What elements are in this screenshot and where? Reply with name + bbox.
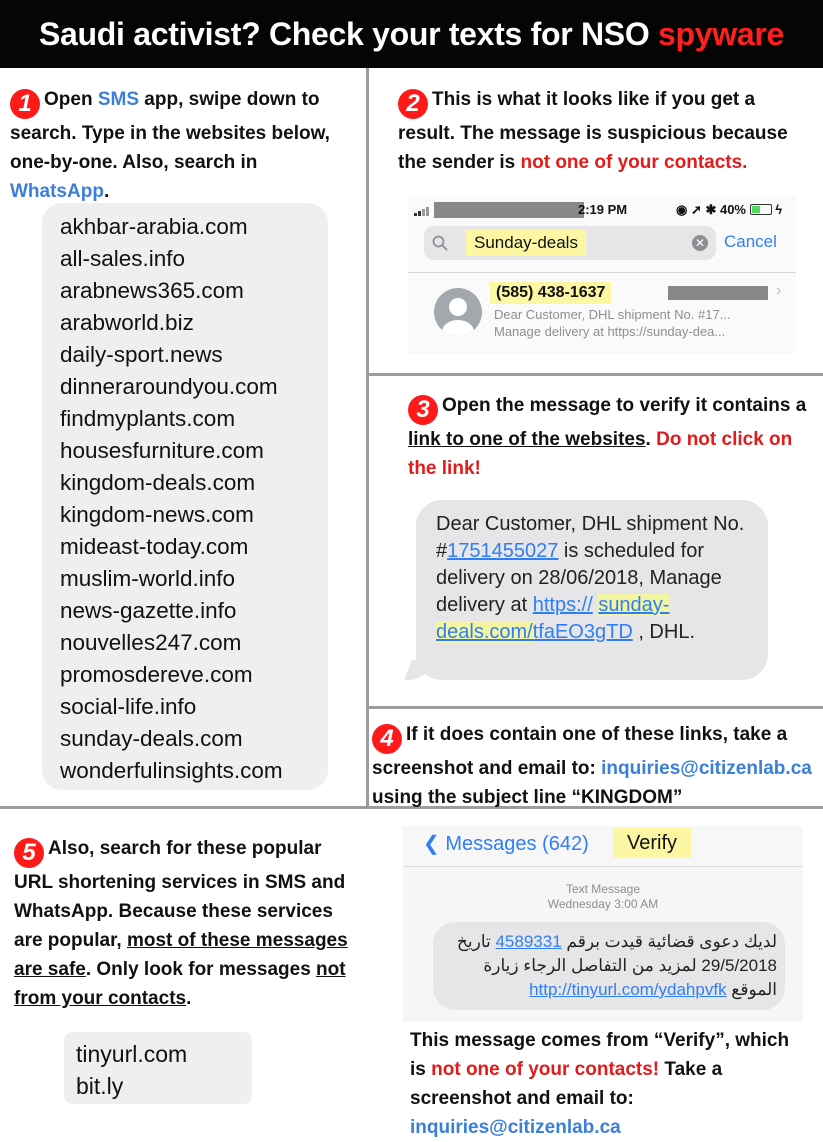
malicious-link-domain[interactable]: sunday-deals.com/ <box>436 594 670 643</box>
divider-step3-4 <box>366 706 823 709</box>
list-item: housesfurniture.com <box>60 438 264 463</box>
list-item: muslim-world.info <box>60 566 236 591</box>
list-item: promosdereve.com <box>60 662 253 687</box>
page-title <box>0 0 823 68</box>
search-value: Sunday-deals <box>466 230 586 256</box>
step3-text: 3 Open the message to verify it contains a link to one of the websites. Do not click on the link! <box>408 395 807 479</box>
list-item: sunday-deals.com <box>60 726 243 751</box>
nav-bar <box>403 826 803 867</box>
sender-number[interactable]: (585) 438-1637 <box>490 282 611 304</box>
step5-text: 5 Also, search for these popular URL shortening services in SMS and WhatsApp. Because these services are popular, most of these messages are safe. Only look for messages not from your contacts. <box>14 838 348 1009</box>
battery-percent: 40% <box>719 202 746 217</box>
divider-step2-3 <box>366 373 823 376</box>
title-main: Saudi activist? Check your texts for NSO <box>39 16 658 52</box>
step2-number-icon: 2 <box>398 89 428 119</box>
shortener-list <box>76 1038 187 1102</box>
malicious-link-path[interactable]: tfaEO3gTD <box>532 621 633 643</box>
redacted-date <box>668 286 768 300</box>
list-item: wonderfulinsights.com <box>60 758 283 783</box>
status-right: ◉ ➚ ✱ 40% ϟ <box>676 202 783 217</box>
list-item: social-life.info <box>60 694 197 719</box>
list-item: findmyplants.com <box>60 406 236 431</box>
redacted-carrier <box>434 202 584 218</box>
message-meta: Text Message Wednesday 3:00 AM <box>547 882 659 911</box>
chevron-left-icon: ❮ <box>423 833 440 855</box>
list-item: bit.ly <box>76 1073 124 1099</box>
chevron-right-icon: › <box>776 282 782 299</box>
tracking-link[interactable]: 1751455027 <box>447 540 559 562</box>
clear-icon[interactable]: ✕ <box>692 235 708 251</box>
avatar <box>434 288 482 336</box>
site-list <box>60 211 283 787</box>
arabic-message-text: لديك دعوى قضائية قيدت برقم 4589331 تاريخ 29/5/2018 لمزيد من التفاصل الرجاء زيارة الموقع http://tinyurl.com/ydahpvfk <box>456 932 777 999</box>
messages-screenshot <box>403 826 803 1022</box>
verify-note: This message comes from “Verify”, which is not one of your contacts! Take a screenshot and email to: inquiries@citizenlab.ca <box>410 1030 790 1138</box>
step3-number-icon: 3 <box>408 395 438 425</box>
list-item: arabnews365.com <box>60 278 244 303</box>
battery-icon <box>750 204 772 215</box>
list-item: daily-sport.news <box>60 342 223 367</box>
step4-number-icon: 4 <box>372 724 402 754</box>
title-accent: spyware <box>658 16 784 52</box>
step1-number-icon: 1 <box>10 89 40 119</box>
vertical-divider <box>366 68 369 806</box>
list-item: tinyurl.com <box>76 1041 188 1067</box>
list-item: arabworld.biz <box>60 310 194 335</box>
list-item: kingdom-news.com <box>60 502 254 527</box>
whatsapp-label: WhatsApp <box>10 181 104 202</box>
divider <box>408 272 796 273</box>
status-bar <box>408 200 796 224</box>
list-item: all-sales.info <box>60 246 186 271</box>
list-item: kingdom-deals.com <box>60 470 256 495</box>
step5-number-icon: 5 <box>14 838 44 868</box>
cancel-button[interactable]: Cancel <box>724 232 777 251</box>
step1-text: 1 Open SMS app, swipe down to search. Type in the websites below, one-by-one. Also, search in WhatsApp. <box>10 89 330 202</box>
list-item: mideast-today.com <box>60 534 249 559</box>
back-button[interactable]: ❮ Messages (642) <box>423 833 589 855</box>
person-icon <box>434 288 482 336</box>
list-item: dinneraroundyou.com <box>60 374 278 399</box>
signal-icon <box>414 206 430 216</box>
step2-text: 2 This is what it looks like if you get a result. The message is suspicious because the sender is not one of your contacts. <box>398 89 788 173</box>
step4-text: 4 If it does contain one of these links, take a screenshot and email to: inquiries@citizenlab.ca using the subject line “KINGDOM” <box>372 724 812 808</box>
email-link[interactable]: inquiries@citizenlab.ca <box>601 758 812 779</box>
list-item: nouvelles247.com <box>60 630 242 655</box>
email-link[interactable]: inquiries@citizenlab.ca <box>410 1117 621 1138</box>
status-time: 2:19 PM <box>578 202 628 217</box>
contact-name[interactable]: Verify <box>613 828 691 858</box>
case-number-link[interactable]: 4589331 <box>495 932 562 951</box>
search-screenshot <box>408 196 796 354</box>
message-text: Dear Customer, DHL shipment No. #1751455027 is scheduled for delivery on 28/06/2018, Manage delivery at https:// sunday-deals.com/tfaEO3gTD , DHL. <box>436 513 745 643</box>
sms-label: SMS <box>97 89 140 110</box>
search-input[interactable] <box>424 226 716 260</box>
search-icon <box>432 235 448 251</box>
tinyurl-link[interactable]: http://tinyurl.com/ydahpvfk <box>529 980 727 999</box>
list-item: news-gazette.info <box>60 598 237 623</box>
message-preview[interactable]: Dear Customer, DHL shipment No. #17... Manage delivery at https://sunday-dea... <box>494 307 731 339</box>
list-item: akhbar-arabia.com <box>60 214 248 239</box>
malicious-link[interactable]: https:// <box>532 594 593 616</box>
